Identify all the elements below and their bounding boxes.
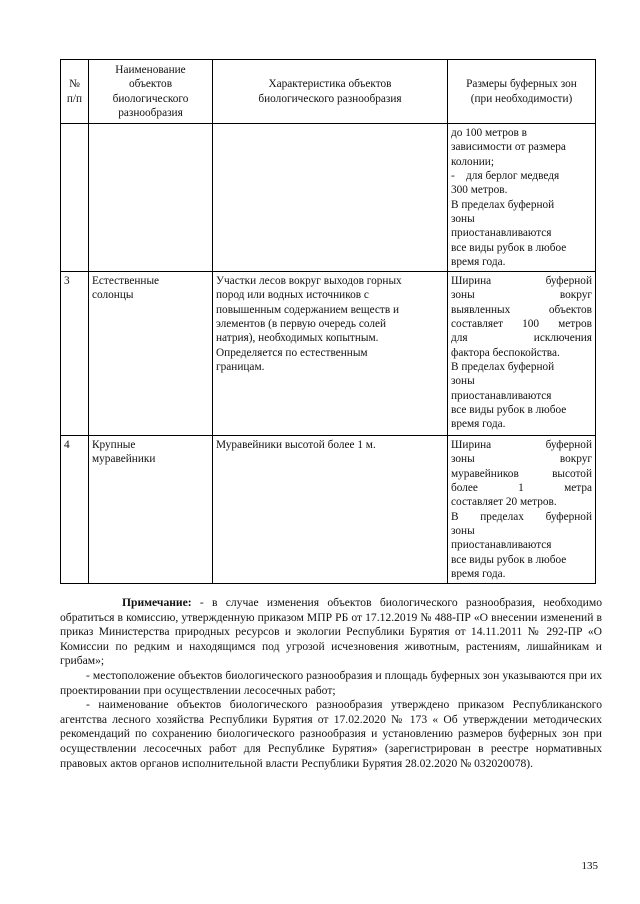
buffer-line: В пределах буферной bbox=[451, 198, 555, 211]
buffer-line: приостанавливаются bbox=[451, 389, 552, 402]
buffer-line: до 100 метров в bbox=[451, 127, 528, 140]
char-line: Муравейники высотой более 1 м. bbox=[216, 439, 376, 452]
cell-characteristics bbox=[213, 436, 448, 584]
header-num-line: № bbox=[69, 78, 80, 91]
cell-characteristics bbox=[213, 124, 448, 272]
buffer-line: Ширина буферной bbox=[451, 275, 592, 288]
char-line: Участки лесов вокруг выходов горных bbox=[216, 275, 402, 288]
header-characteristics bbox=[213, 60, 448, 124]
table-row bbox=[61, 436, 596, 584]
buffer-line: все виды рубок в любое bbox=[451, 241, 567, 254]
buffer-line: составляет 20 метров. bbox=[451, 496, 557, 509]
name-line: солонцы bbox=[92, 289, 134, 302]
buffer-line: колонии; bbox=[451, 155, 494, 168]
buffer-line: время года. bbox=[451, 567, 506, 580]
cell-buffer bbox=[448, 436, 596, 584]
note-paragraph-2: - местоположение объектов биологического разнообразия и площадь буферных зон указываются при их проектировании при осуществлении лесосечных работ; bbox=[60, 668, 602, 697]
cell-characteristics bbox=[213, 272, 448, 436]
buffer-line: зависимости от размера bbox=[451, 141, 566, 154]
cell-name bbox=[89, 272, 213, 436]
buffer-line: В пределах буферной bbox=[451, 510, 592, 523]
char-line: границам. bbox=[216, 360, 265, 373]
buffer-line: выявленных объектов bbox=[451, 303, 592, 316]
buffer-line: 300 метров. bbox=[451, 184, 508, 197]
cell-name bbox=[89, 436, 213, 584]
cell-num bbox=[61, 124, 89, 272]
header-name-line: Наименование bbox=[115, 64, 186, 76]
buffer-line: зоны вокруг bbox=[451, 289, 592, 302]
header-name-line: разнообразия bbox=[118, 106, 183, 119]
buffer-line: для исключения bbox=[451, 332, 592, 345]
buffer-line: приостанавливаются bbox=[451, 539, 552, 552]
biodiversity-table bbox=[60, 59, 596, 584]
name-line: Крупные bbox=[92, 439, 136, 452]
header-buffer-line: (при необходимости) bbox=[470, 92, 573, 105]
buffer-line: приостанавливаются bbox=[451, 227, 552, 240]
char-line: элементов (в первую очередь солей bbox=[216, 318, 387, 331]
header-char-line: Характеристика объектов bbox=[268, 78, 392, 91]
buffer-line: время года. bbox=[451, 418, 506, 431]
name-line: Естественные bbox=[92, 275, 160, 288]
buffer-line: муравейников высотой bbox=[451, 467, 592, 480]
header-char-line: биологического разнообразия bbox=[258, 92, 402, 105]
buffer-line: более 1 метра bbox=[451, 482, 592, 495]
note-text-1: - в случае изменения объектов биологического разнообразия, необходимо обратиться в комиссию, утвержденную приказом МПР РБ от 17.12.2019 № 488-ПР «О внесении изменений в приказ Министерства природных ресурсов и экологии Республики Бурятия от 14.11.2011 № 292-ПР «О Комиссии по редким и находящимся под угрозой исчезновения животным, растениям, лишайникам и грибам»; bbox=[60, 596, 602, 668]
page-number: 135 bbox=[581, 860, 598, 872]
buffer-line: В пределах буферной bbox=[451, 360, 555, 373]
buffer-line: зоны bbox=[451, 375, 475, 388]
buffer-line: зоны вокруг bbox=[451, 453, 592, 466]
note-section bbox=[60, 596, 602, 771]
buffer-line: зоны bbox=[451, 524, 475, 537]
buffer-line: зоны bbox=[451, 212, 475, 225]
table-row bbox=[61, 272, 596, 436]
char-line: натрия), необходимых копытным. bbox=[216, 332, 379, 345]
header-name-line: объектов bbox=[128, 78, 173, 91]
header-buffer-line: Размеры буферных зон bbox=[466, 78, 577, 91]
cell-name bbox=[89, 124, 213, 272]
table-row bbox=[61, 124, 596, 272]
buffer-line: время года. bbox=[451, 255, 506, 268]
cell-buffer bbox=[448, 124, 596, 272]
buffer-line: - для берлог медведя bbox=[451, 170, 560, 183]
header-name-line: биологического bbox=[112, 92, 189, 105]
header-buffer-zones bbox=[448, 60, 596, 124]
buffer-line: все виды рубок в любое bbox=[451, 553, 567, 566]
header-num-line: п/п bbox=[66, 92, 83, 105]
char-line: повышенным содержанием веществ и bbox=[216, 303, 400, 316]
header-name bbox=[89, 60, 213, 124]
char-line: пород или водных источников с bbox=[216, 289, 369, 302]
cell-num: 3 bbox=[61, 272, 89, 436]
buffer-line: составляет 100 метров bbox=[451, 318, 592, 331]
buffer-line: фактора беспокойства. bbox=[451, 346, 560, 359]
buffer-line: все виды рубок в любое bbox=[451, 403, 567, 416]
note-paragraph-1 bbox=[60, 596, 602, 669]
name-line: муравейники bbox=[92, 453, 156, 466]
note-paragraph-3: - наименование объектов биологического разнообразия утверждено приказом Республиканского агентства лесного хозяйства Республики Бурятия от 17.02.2020 № 173 « Об утверждении методических рекомендаций по сохранению биологического разнообразия и установлению размеров буферных зон при осуществлении лесосечных работ для Республике Бурятия» (зарегистрирован в реестре нормативных правовых актов органов исполнительной власти Республики Бурятия 28.02.2020 № 032020078). bbox=[60, 698, 602, 770]
cell-num: 4 bbox=[61, 436, 89, 584]
cell-buffer bbox=[448, 272, 596, 436]
char-line: Определяется по естественным bbox=[216, 346, 368, 359]
header-num bbox=[61, 60, 89, 124]
buffer-line: Ширина буферной bbox=[451, 439, 592, 452]
note-label: Примечание: bbox=[122, 596, 192, 609]
table-header-row bbox=[61, 60, 596, 124]
